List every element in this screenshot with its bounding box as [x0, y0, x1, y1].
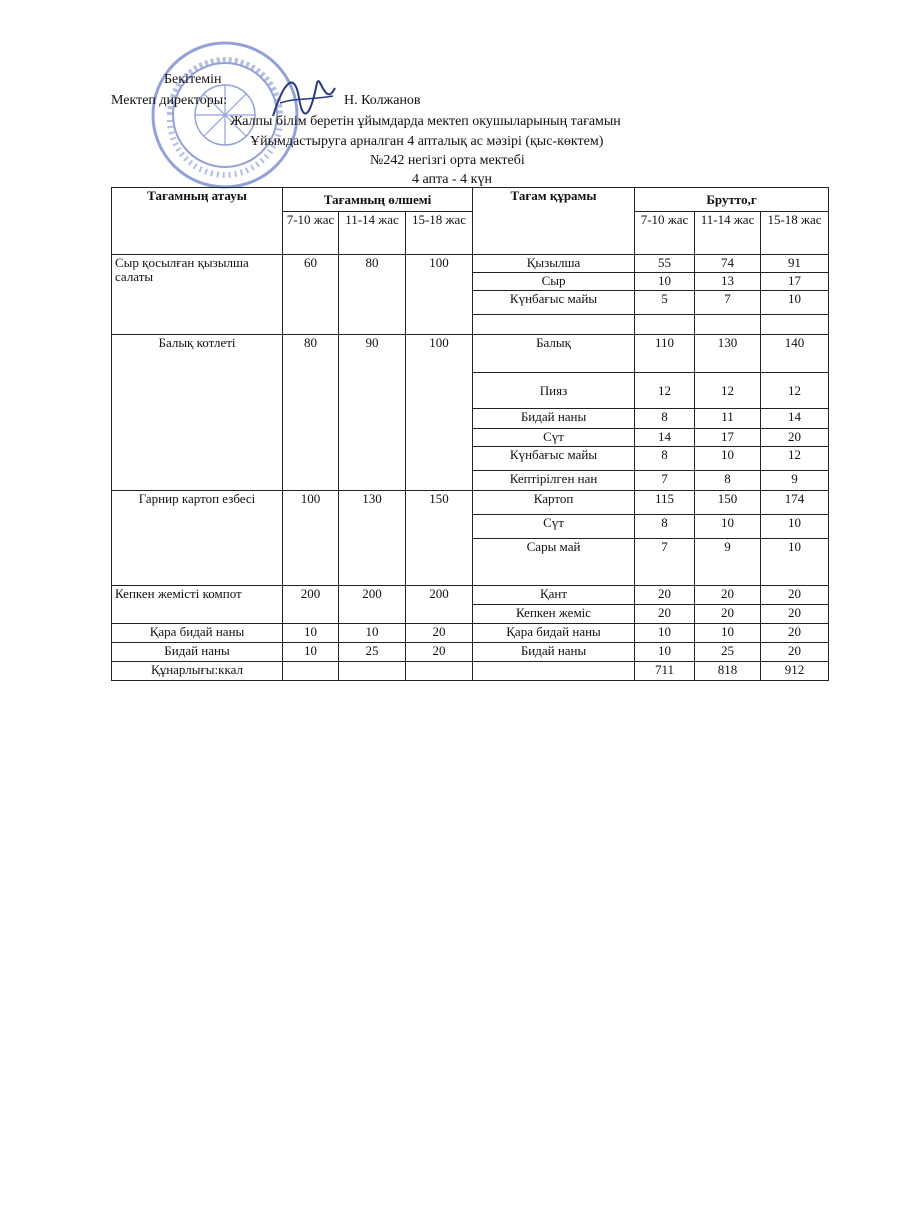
ingredient-name: Бидай наны [473, 409, 635, 429]
total-portion-empty [406, 662, 473, 681]
brutto-age-15-18: 15-18 жас [761, 212, 829, 255]
portion-7-10: 10 [283, 643, 339, 662]
brutto-15-18: 12 [761, 373, 829, 409]
portion-11-14: 90 [339, 335, 406, 491]
portion-age-7-10: 7-10 жас [283, 212, 339, 255]
brutto-15-18: 91 [761, 255, 829, 273]
brutto-15-18: 10 [761, 539, 829, 586]
portion-11-14: 25 [339, 643, 406, 662]
col-header-brutto: Брутто,г [635, 188, 829, 212]
brutto-11-14: 10 [695, 515, 761, 539]
portion-age-15-18: 15-18 жас [406, 212, 473, 255]
brutto-11-14: 17 [695, 429, 761, 447]
portion-7-10: 10 [283, 624, 339, 643]
dish-name: Бидай наны [112, 643, 283, 662]
portion-15-18: 150 [406, 491, 473, 586]
brutto-15-18: 10 [761, 515, 829, 539]
portion-7-10: 80 [283, 335, 339, 491]
ingredient-name: Қызылша [473, 255, 635, 273]
brutto-11-14: 10 [695, 447, 761, 471]
total-portion-empty [283, 662, 339, 681]
total-portion-empty [339, 662, 406, 681]
portion-15-18: 20 [406, 624, 473, 643]
portion-7-10: 200 [283, 586, 339, 624]
portion-11-14: 130 [339, 491, 406, 586]
brutto-7-10: 5 [635, 291, 695, 315]
title-line-2: Ұйымдастыруга арналган 4 апталық ас мәзірі (қыс-көктем) [250, 134, 604, 149]
ingredient-name: Картоп [473, 491, 635, 515]
brutto-7-10 [635, 315, 695, 335]
portion-7-10: 60 [283, 255, 339, 335]
brutto-7-10: 10 [635, 273, 695, 291]
brutto-7-10: 10 [635, 643, 695, 662]
brutto-11-14 [695, 315, 761, 335]
brutto-11-14: 150 [695, 491, 761, 515]
brutto-7-10: 8 [635, 515, 695, 539]
brutto-11-14: 10 [695, 624, 761, 643]
brutto-7-10: 55 [635, 255, 695, 273]
ingredient-name: Сүт [473, 429, 635, 447]
brutto-7-10: 14 [635, 429, 695, 447]
week-day: 4 апта - 4 күн [412, 172, 492, 187]
brutto-11-14: 20 [695, 586, 761, 605]
col-header-portion: Тағамның өлшемі [283, 188, 473, 212]
brutto-7-10: 8 [635, 409, 695, 429]
portion-15-18: 20 [406, 643, 473, 662]
ingredient-name: Сүт [473, 515, 635, 539]
brutto-15-18: 20 [761, 586, 829, 605]
brutto-15-18: 174 [761, 491, 829, 515]
portion-11-14: 80 [339, 255, 406, 335]
brutto-15-18: 14 [761, 409, 829, 429]
portion-11-14: 10 [339, 624, 406, 643]
brutto-11-14: 130 [695, 335, 761, 373]
ingredient-name: Қант [473, 586, 635, 605]
director-name: Н. Колжанов [344, 93, 421, 108]
brutto-7-10: 8 [635, 447, 695, 471]
total-kcal-15-18: 912 [761, 662, 829, 681]
brutto-15-18: 10 [761, 291, 829, 315]
brutto-age-7-10: 7-10 жас [635, 212, 695, 255]
ingredient-name [473, 315, 635, 335]
brutto-15-18: 20 [761, 624, 829, 643]
school-name: №242 негізгі орта мектебі [370, 153, 525, 168]
dish-name: Гарнир картоп езбесі [112, 491, 283, 586]
brutto-11-14: 7 [695, 291, 761, 315]
dish-name: Балық котлеті [112, 335, 283, 491]
brutto-7-10: 20 [635, 586, 695, 605]
ingredient-name: Сыр [473, 273, 635, 291]
ingredient-name: Қара бидай наны [473, 624, 635, 643]
brutto-11-14: 9 [695, 539, 761, 586]
brutto-7-10: 115 [635, 491, 695, 515]
brutto-7-10: 20 [635, 605, 695, 624]
brutto-11-14: 25 [695, 643, 761, 662]
director-label: Мектеп директоры: [111, 93, 228, 108]
brutto-7-10: 7 [635, 539, 695, 586]
title-line-1: Жалпы білім беретін ұйымдарда мектеп окушыларының тағамын [230, 114, 621, 129]
menu-table [111, 187, 829, 681]
brutto-11-14: 12 [695, 373, 761, 409]
brutto-15-18: 9 [761, 471, 829, 491]
portion-11-14: 200 [339, 586, 406, 624]
brutto-15-18: 140 [761, 335, 829, 373]
brutto-11-14: 13 [695, 273, 761, 291]
total-kcal-label: Құнарлығы:ккал [112, 662, 283, 681]
brutto-15-18 [761, 315, 829, 335]
brutto-11-14: 11 [695, 409, 761, 429]
ingredient-name: Кептірілген нан [473, 471, 635, 491]
ingredient-name: Сары май [473, 539, 635, 586]
col-header-dish-name: Тағамның атауы [112, 188, 283, 255]
brutto-7-10: 110 [635, 335, 695, 373]
ingredient-name: Кепкен жеміс [473, 605, 635, 624]
portion-15-18: 100 [406, 335, 473, 491]
approve-label: Бекітемін [164, 72, 222, 87]
brutto-7-10: 10 [635, 624, 695, 643]
total-kcal-7-10: 711 [635, 662, 695, 681]
brutto-11-14: 8 [695, 471, 761, 491]
brutto-15-18: 20 [761, 429, 829, 447]
total-kcal-11-14: 818 [695, 662, 761, 681]
brutto-15-18: 20 [761, 643, 829, 662]
portion-15-18: 200 [406, 586, 473, 624]
portion-age-11-14: 11-14 жас [339, 212, 406, 255]
brutto-15-18: 12 [761, 447, 829, 471]
ingredient-name: Балық [473, 335, 635, 373]
total-composition-empty [473, 662, 635, 681]
ingredient-name: Бидай наны [473, 643, 635, 662]
ingredient-name: Күнбағыс майы [473, 291, 635, 315]
brutto-age-11-14: 11-14 жас [695, 212, 761, 255]
ingredient-name: Күнбағыс майы [473, 447, 635, 471]
portion-15-18: 100 [406, 255, 473, 335]
brutto-7-10: 12 [635, 373, 695, 409]
brutto-7-10: 7 [635, 471, 695, 491]
brutto-11-14: 74 [695, 255, 761, 273]
dish-name: Қара бидай наны [112, 624, 283, 643]
dish-name: Кепкен жемісті компот [112, 586, 283, 624]
ingredient-name: Пияз [473, 373, 635, 409]
dish-name: Сыр қосылған қызылша салаты [112, 255, 283, 335]
brutto-15-18: 20 [761, 605, 829, 624]
brutto-15-18: 17 [761, 273, 829, 291]
col-header-composition: Тағам құрамы [473, 188, 635, 255]
brutto-11-14: 20 [695, 605, 761, 624]
portion-7-10: 100 [283, 491, 339, 586]
